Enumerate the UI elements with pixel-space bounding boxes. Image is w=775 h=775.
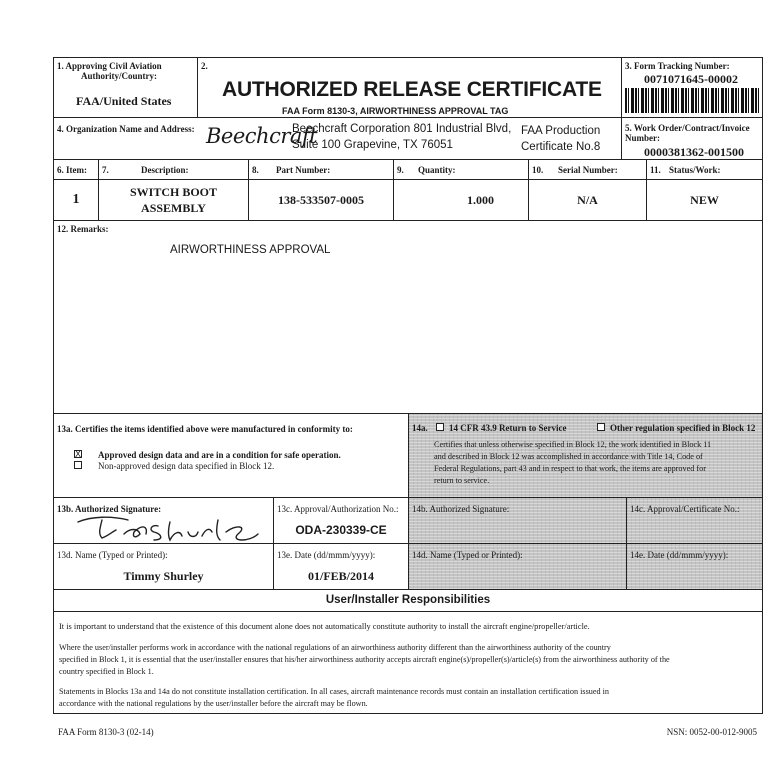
responsibilities-para3-line1: Statements in Blocks 13a and 14a do not constitute installation certification. In all cases, aircraft maintenance records must contain an installation certification issued in — [59, 687, 609, 696]
item-description-cell — [98, 179, 249, 221]
block-13d-label: 13d. Name (Typed or Printed): — [57, 550, 168, 560]
responsibilities-para2-line1: Where the user/installer performs work in accordance with the national regulations of an airworthiness authority different than the airworthiness authority of the country — [59, 643, 611, 652]
block-14d-name — [408, 543, 627, 590]
responsibilities-heading: User/Installer Responsibilities — [325, 594, 491, 606]
tracking-number: 0071071645-00002 — [644, 72, 738, 86]
header-status — [646, 159, 763, 180]
header-description — [98, 159, 249, 180]
responsibilities-para2-line3: country specified in Block 1. — [59, 667, 154, 676]
header-status-label: Status/Work: — [669, 165, 721, 175]
item-serial-cell — [528, 179, 647, 221]
tracking-barcode — [625, 88, 759, 113]
block-14b-signature — [408, 497, 627, 544]
block-14c-certificate — [626, 497, 763, 544]
non-approved-design-option: Non-approved design data specified in Block 12. — [98, 461, 275, 471]
org-address-line2: Suite 100 Grapevine, TX 76051 — [292, 139, 453, 151]
cfr-43-9-option: 14 CFR 43.9 Return to Service — [449, 423, 567, 433]
block-1-value: FAA/United States — [76, 94, 172, 108]
responsibilities-para1: It is important to understand that the existence of this document alone does not automatically constitute authority to install the aircraft engine/propeller/article. — [59, 622, 590, 631]
non-approved-design-checkbox[interactable] — [74, 461, 82, 469]
block-13e-date — [273, 543, 409, 590]
production-cert-line1: FAA Production — [521, 125, 601, 137]
approved-design-check-mark: X — [75, 449, 82, 459]
header-description-number: 7. — [102, 165, 109, 175]
beechcraft-logo: Beechcraft — [206, 124, 318, 148]
form-subtitle: FAA Form 8130-3, AIRWORTHINESS APPROVAL TAG — [282, 106, 509, 116]
header-quantity-num: 9. — [397, 165, 404, 175]
approved-design-option: Approved design data and are in a condition for safe operation. — [98, 450, 341, 460]
block-1-label-line2: Authority/Country: — [81, 71, 157, 81]
block-4-label: 4. Organization Name and Address: — [57, 124, 195, 134]
signature-date: 01/FEB/2014 — [307, 569, 374, 583]
header-description-label: Description: — [141, 165, 189, 175]
item-part-number-cell — [248, 179, 394, 221]
header-item — [53, 159, 99, 180]
header-part-number — [248, 159, 394, 180]
block-13e-label: 13e. Date (dd/mmm/yyyy): — [277, 550, 376, 560]
block-5-label-line2: Number: — [625, 133, 660, 143]
header-quantity-label: Quantity: — [418, 165, 456, 175]
authorized-signature — [72, 512, 262, 544]
form-title: AUTHORIZED RELEASE CERTIFICATE — [222, 78, 602, 101]
header-item-label: 6. Item: — [57, 165, 87, 175]
other-regulation-option: Other regulation specified in Block 12 — [610, 423, 756, 433]
block-5-label-line1: 5. Work Order/Contract/Invoice — [625, 123, 750, 133]
production-cert-line2: Certificate No.8 — [521, 141, 601, 153]
block-13a-label: 13a. Certifies the items identified above were manufactured in conformity to: — [57, 424, 353, 434]
item-number-cell — [53, 179, 99, 221]
header-serial-num: 10. — [532, 165, 544, 175]
block-13c-approval — [273, 497, 409, 544]
block-14e-label: 14e. Date (dd/mmm/yyyy): — [630, 550, 729, 560]
block-12-remarks — [53, 220, 763, 414]
approval-number: ODA-230339-CE — [295, 523, 387, 537]
block-14a-text-line4: return to service. — [434, 476, 490, 485]
signer-name: Timmy Shurley — [123, 569, 204, 583]
block-13d-name — [53, 543, 274, 590]
item-description-line1: SWITCH BOOT — [129, 185, 218, 199]
block-14a-text-line2: and described in Block 12 was accomplished in accordance with Title 14, Code of — [434, 452, 703, 461]
block-13c-label: 13c. Approval/Authorization No.: — [277, 504, 399, 514]
block-2-title — [197, 57, 622, 118]
block-1-label-line1: 1. Approving Civil Aviation — [57, 61, 162, 71]
header-part-number-label: Part Number: — [276, 165, 331, 175]
block-14d-label: 14d. Name (Typed or Printed): — [412, 550, 523, 560]
item-serial-number: N/A — [577, 193, 598, 207]
nsn-footer: NSN: 0052-00-012-9005 — [666, 727, 757, 737]
block-5-work-order — [621, 117, 763, 160]
header-status-num: 11. — [650, 165, 661, 175]
responsibilities-para3-line2: accordance with the national regulations by the user/installer before the aircraft may be flown. — [59, 699, 368, 708]
item-quantity: 1.000 — [467, 193, 494, 207]
block-14b-label: 14b. Authorized Signature: — [412, 504, 510, 514]
block-14a-return-to-service — [408, 413, 763, 498]
item-description-line2: ASSEMBLY — [141, 201, 206, 215]
item-number: 1 — [72, 192, 80, 207]
cfr-43-9-checkbox[interactable] — [436, 423, 444, 431]
item-status-cell — [646, 179, 763, 221]
org-address-line1: Beechcraft Corporation 801 Industrial Blvd, — [292, 123, 512, 135]
header-serial-number — [528, 159, 647, 180]
item-status: NEW — [690, 193, 719, 207]
block-13a-conformity — [53, 413, 409, 498]
remarks-text: AIRWORTHINESS APPROVAL — [170, 244, 331, 256]
header-quantity — [393, 159, 529, 180]
block-4-organization — [53, 117, 622, 160]
block-14e-date — [626, 543, 763, 590]
block-3-label: 3. Form Tracking Number: — [625, 61, 730, 71]
block-1-authority — [53, 57, 198, 118]
item-quantity-cell — [393, 179, 529, 221]
header-serial-label: Serial Number: — [558, 165, 618, 175]
responsibilities-heading-bar — [53, 589, 763, 612]
block-14a-label: 14a. — [412, 423, 428, 433]
other-regulation-checkbox[interactable] — [597, 423, 605, 431]
approved-design-checkbox[interactable] — [74, 450, 82, 458]
remarks-label: 12. Remarks: — [57, 224, 109, 234]
work-order-number: 0000381362-001500 — [644, 145, 744, 159]
block-14a-text-line3: Federal Regulations, part 43 and in respect to that work, the items are approved for — [434, 464, 706, 473]
item-part-number: 138-533507-0005 — [278, 193, 364, 207]
block-3-tracking — [621, 57, 763, 118]
block-13b-signature — [53, 497, 274, 544]
block-13b-label: 13b. Authorized Signature: — [57, 504, 162, 514]
responsibilities-text-box — [53, 611, 763, 714]
block-14c-label: 14c. Approval/Certificate No.: — [630, 504, 740, 514]
block-14a-text-line1: Certifies that unless otherwise specified in Block 12, the work identified in Block 11 — [434, 440, 712, 449]
certificate-form — [53, 57, 763, 714]
header-part-number-num: 8. — [252, 165, 259, 175]
form-number-footer: FAA Form 8130-3 (02-14) — [58, 727, 154, 737]
block-2-label: 2. — [201, 61, 208, 71]
responsibilities-para2-line2: specified in Block 1, it is essential that the user/installer ensures that his/her airworthiness authority accepts aircraft engine(s)/propeller(s)/article(s) from the airworthiness authority of the — [59, 655, 670, 664]
